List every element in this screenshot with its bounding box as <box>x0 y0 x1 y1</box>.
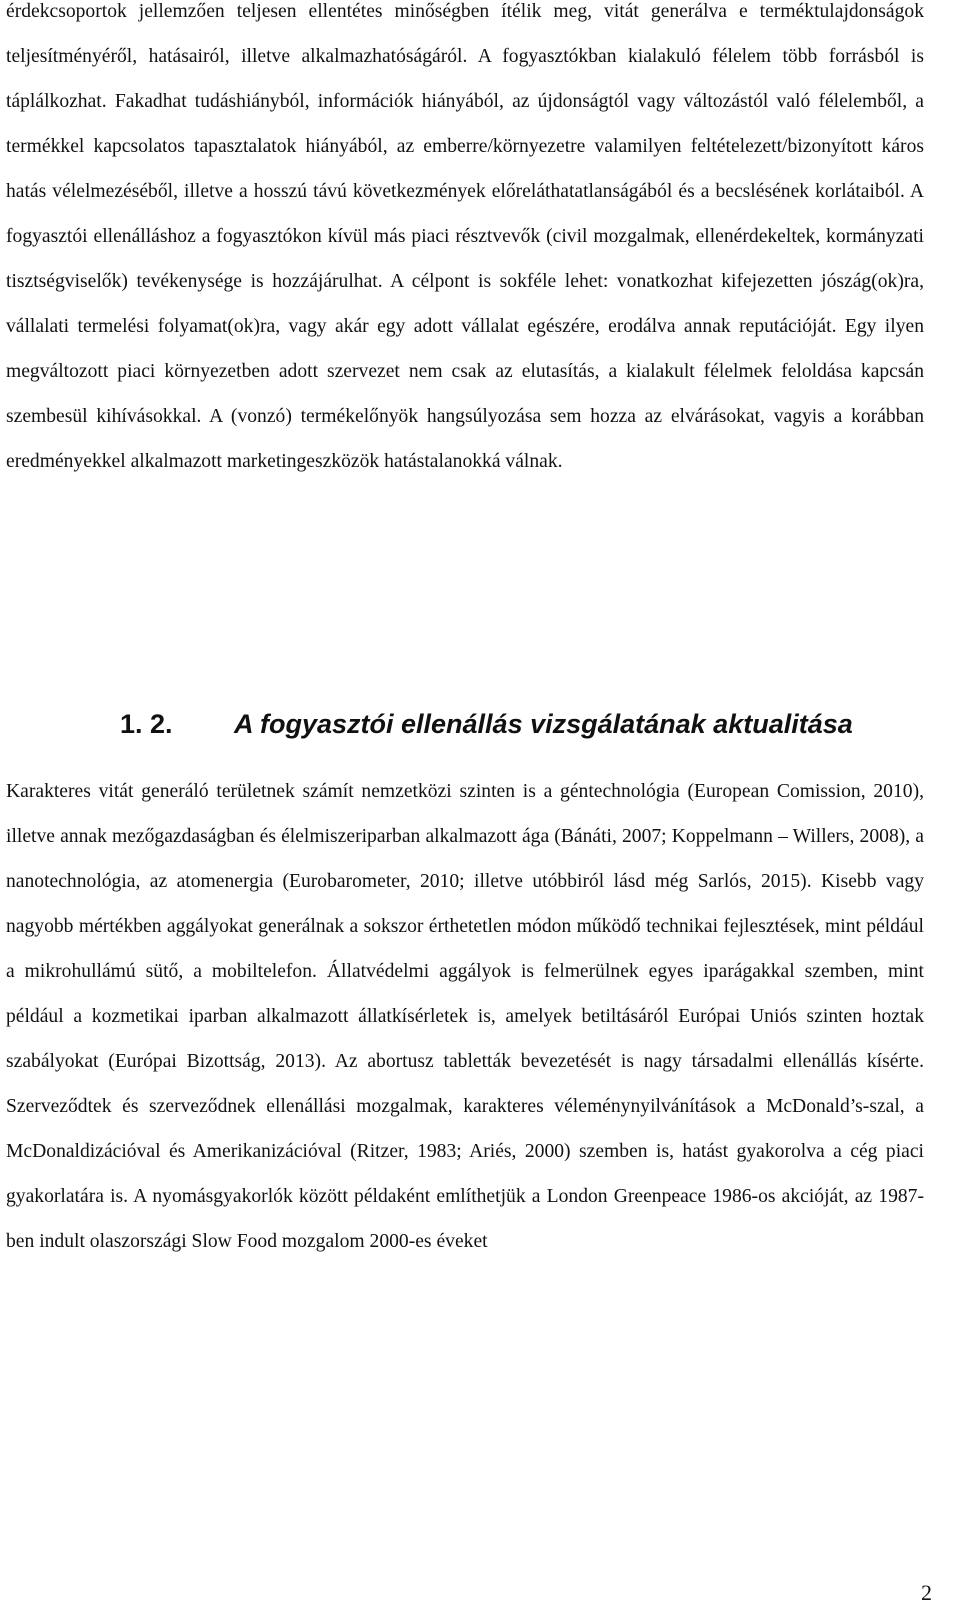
body-paragraph: Karakteres vitát generáló területnek számít nemzetközi szinten is a géntechnológia (European Comission, 2010), illetve annak mezőgazdaságban és élelmiszeriparban alkalmazott ága (Bánáti, 2007; Koppelmann – Willers, 2008), a nanotechnológia, az atomenergia (Eurobarometer, 2010; illetve utóbbiról lásd még Sarlós, 2015). Kisebb vagy nagyobb mértékben aggályokat generálnak a sokszor érthetetlen módon működő technikai fejlesztések, mint például a mikrohullámú sütő, a mobiltelefon. Állatvédelmi aggályok is felmerülnek egyes iparágakkal szemben, mint például a kozmetikai iparban alkalmazott állatkísérletek is, amelyek betiltásáról Európai Uniós szinten hoztak szabályokat (Európai Bizottság, 2013). Az abortusz tabletták bevezetését is nagy társadalmi ellenállás kísérte. Szerveződtek és szerveződnek ellenállási mozgalmak, karakteres véleménynyilvánítások a McDonald’s-szal, a McDonaldizációval és Amerikanizációval (Ritzer, 1983; Ariés, 2000) szemben is, hatást gyakorolva a cég piaci gyakorlatára is. A nyomásgyakorlók között példaként említhetjük a London Greenpeace 1986-os akcióját, az 1987-ben indult olaszországi Slow Food mozgalom 2000-es éveket <box>6 781 924 1252</box>
section-title: A fogyasztói ellenállás vizsgálatának aktualitása <box>234 709 853 739</box>
section-number: 1. 2. <box>120 709 173 739</box>
body-paragraph: érdekcsoportok jellemzően teljesen ellentétes minőségben ítélik meg, vitát generálva e terméktulajdonságok teljesítményéről, hatásairól, illetve alkalmazhatóságáról. A fogyasztókban kialakuló félelem több forrásból is táplálkozhat. Fakadhat tudáshiányból, információk hiányából, az újdonságtól vagy változástól való félelemből, a termékkel kapcsolatos tapasztalatok hiányából, az emberre/környezetre valamilyen feltételezett/bizonyított káros hatás vélelmezéséből, illetve a hosszú távú következmények előreláthatatlanságából és a becslésének korlátaiból. A fogyasztói ellenálláshoz a fogyasztókon kívül más piaci résztvevők (civil mozgalmak, ellenérdekeltek, kormányzati tisztségviselők) tevékenysége is hozzájárulhat. A célpont is sokféle lehet: vonatkozhat kifejezetten jószág(ok)ra, vállalati termelési folyamat(ok)ra, vagy akár egy adott vállalat egészére, erodálva annak reputációját. Egy ilyen megváltozott piaci környezetben adott szervezet nem csak az elutasítás, a kialakult félelmek feloldása kapcsán szembesül kihívásokkal. A (vonzó) termékelőnyök hangsúlyozása sem hozza az elvárásokat, vagyis a korábban eredményekkel alkalmazott marketingeszközök hatástalanokká válnak. <box>6 1 924 472</box>
page-number: 2 <box>921 1580 932 1605</box>
section-heading <box>0 701 960 751</box>
